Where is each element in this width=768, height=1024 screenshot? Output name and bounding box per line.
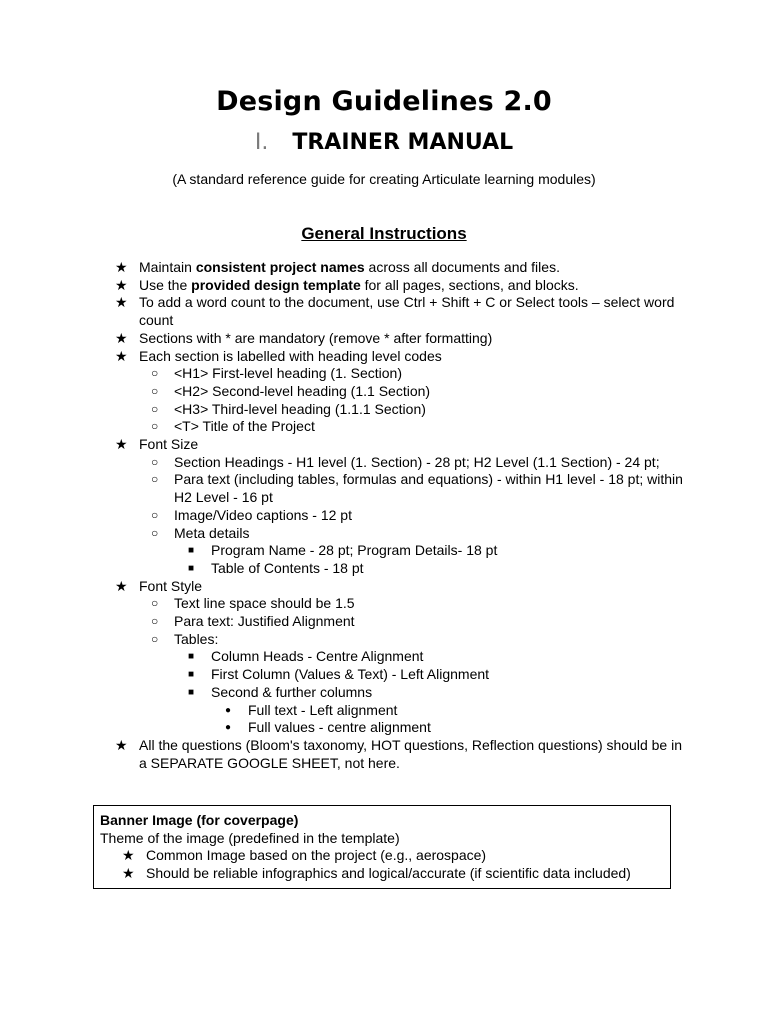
list-item: [115, 454, 685, 472]
square-bullet-icon: ■: [188, 669, 195, 681]
document-title: Design Guidelines 2.0: [216, 86, 552, 117]
list-item: [115, 401, 685, 419]
subtitle-text: TRAINER MANUAL: [292, 130, 514, 155]
square-bullet-icon: ■: [188, 562, 195, 574]
bold-text: provided design template: [191, 276, 361, 293]
list-item-text: Tables:: [174, 630, 219, 647]
list-item-text: First Column (Values & Text) - Left Alignment: [211, 666, 490, 683]
circle-bullet-icon: ○: [151, 366, 159, 381]
list-item-text: Sections with * are mandatory (remove * after formatting): [139, 329, 493, 346]
list-item: [115, 436, 685, 454]
list-item-text: Second & further columns: [211, 683, 373, 700]
star-bullet-icon: ★: [122, 865, 135, 882]
circle-bullet-icon: ○: [151, 401, 159, 416]
circle-bullet-icon: ○: [151, 507, 159, 522]
circle-bullet-icon: ○: [151, 631, 159, 646]
list-item-text: Each section is labelled with heading level codes: [139, 347, 442, 364]
list-item: [115, 348, 685, 366]
list-item-text: Para text (including tables, formulas and equations) - within H1 level - 18 pt; within H2 Level - 16 pt: [174, 471, 683, 506]
list-item-text: Text line space should be 1.5: [174, 595, 355, 612]
list-item: [115, 684, 685, 702]
list-item: [115, 702, 685, 720]
list-item-text: All the questions (Bloom's taxonomy, HOT questions, Reflection questions) should be in a SEPARATE GOOGLE SHEET, not here.: [139, 736, 682, 771]
list-item: [115, 560, 685, 578]
list-item: [115, 631, 685, 649]
star-bullet-icon: ★: [115, 347, 128, 364]
banner-box-theme: Theme of the image (predefined in the template): [100, 829, 400, 846]
list-item: [100, 865, 664, 883]
list-item-text: for all pages, sections, and blocks.: [360, 276, 579, 293]
list-item: [115, 719, 685, 737]
circle-bullet-icon: ○: [151, 614, 159, 629]
list-item: [115, 277, 685, 295]
list-item-text: Full values - centre alignment: [248, 719, 431, 736]
general-instructions-list: [115, 259, 685, 772]
list-item-text: Full text - Left alignment: [248, 701, 398, 718]
list-item: [115, 507, 685, 525]
circle-bullet-icon: ○: [151, 525, 159, 540]
document-description: (A standard reference guide for creating Articulate learning modules): [172, 171, 596, 187]
list-item: [115, 613, 685, 631]
list-item: [115, 648, 685, 666]
dot-bullet-icon: ●: [225, 722, 232, 734]
subtitle-number: I.: [254, 130, 269, 155]
list-item: [115, 383, 685, 401]
circle-bullet-icon: ○: [151, 472, 159, 487]
star-bullet-icon: ★: [115, 259, 128, 275]
list-item-text: Image/Video captions - 12 pt: [174, 506, 352, 523]
square-bullet-icon: ■: [188, 686, 195, 698]
list-item: [115, 365, 685, 383]
circle-bullet-icon: ○: [151, 454, 159, 469]
square-bullet-icon: ■: [188, 651, 195, 663]
list-item: [115, 294, 685, 329]
list-item-text: Meta details: [174, 524, 250, 541]
document-subtitle: [0, 130, 768, 155]
list-item: [115, 737, 685, 772]
list-item-text: <T> Title of the Project: [174, 418, 315, 435]
star-bullet-icon: ★: [115, 436, 128, 453]
list-item-text: Common Image based on the project (e.g., aerospace): [146, 847, 487, 864]
list-item-text: Table of Contents - 18 pt: [211, 559, 364, 576]
list-item-text: Should be reliable infographics and logical/accurate (if scientific data included): [146, 865, 631, 882]
star-bullet-icon: ★: [115, 577, 128, 594]
banner-box-title: Banner Image (for coverpage): [100, 812, 299, 828]
list-item-text: Use the: [139, 276, 192, 293]
section-heading-general-instructions: General Instructions: [301, 224, 467, 243]
list-item-text: Program Name - 28 pt; Program Details- 18 pt: [211, 542, 498, 559]
list-item: [115, 471, 685, 506]
list-item-text: <H2> Second-level heading (1.1 Section): [174, 382, 431, 399]
list-item-text: Maintain: [139, 259, 196, 275]
square-bullet-icon: ■: [188, 545, 195, 557]
list-item-text: Font Style: [139, 577, 203, 594]
dot-bullet-icon: ●: [225, 704, 232, 716]
list-item: [115, 578, 685, 596]
list-item-text: Section Headings - H1 level (1. Section) - 28 pt; H2 Level (1.1 Section) - 24 pt;: [174, 453, 660, 470]
list-item-text: Para text: Justified Alignment: [174, 613, 355, 630]
banner-box-list: [100, 847, 664, 882]
list-item: [115, 330, 685, 348]
circle-bullet-icon: ○: [151, 596, 159, 611]
star-bullet-icon: ★: [115, 736, 128, 753]
list-item-text: <H1> First-level heading (1. Section): [174, 365, 402, 382]
list-item: [115, 595, 685, 613]
bold-text: consistent project names: [195, 259, 365, 275]
star-bullet-icon: ★: [122, 847, 135, 864]
list-item: [115, 525, 685, 543]
circle-bullet-icon: ○: [151, 419, 159, 434]
list-item-text: <H3> Third-level heading (1.1.1 Section): [174, 400, 426, 417]
circle-bullet-icon: ○: [151, 383, 159, 398]
list-item-text: Column Heads - Centre Alignment: [211, 648, 424, 665]
star-bullet-icon: ★: [115, 294, 128, 311]
list-item: [100, 847, 664, 865]
list-item: [115, 666, 685, 684]
list-item-text: To add a word count to the document, use Ctrl + Shift + C or Select tools – select word count: [139, 294, 675, 329]
banner-image-box: [93, 805, 671, 889]
list-item-text: across all documents and files.: [364, 259, 560, 275]
list-item: [115, 542, 685, 560]
list-item: [115, 259, 685, 277]
star-bullet-icon: ★: [115, 329, 128, 346]
list-item-text: Font Size: [139, 436, 199, 453]
star-bullet-icon: ★: [115, 276, 128, 293]
list-item: [115, 418, 685, 436]
